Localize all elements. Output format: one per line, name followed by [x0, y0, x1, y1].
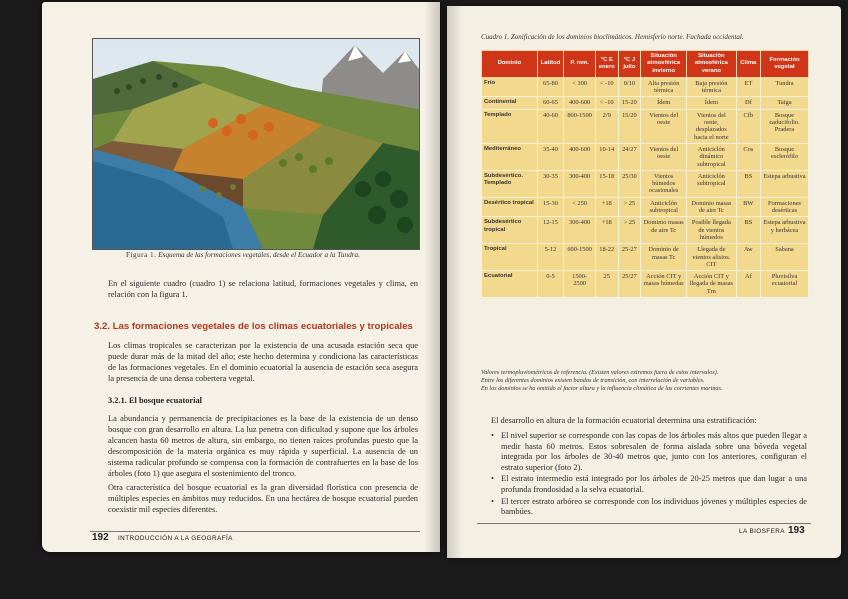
- vegetation-illustration-svg: [93, 39, 419, 249]
- stratification-paragraph: El desarrollo en altura de la formación ecuatorial determina una estratificación:: [491, 416, 757, 425]
- table-cell: 15-20: [618, 97, 641, 109]
- table-row: [482, 77, 809, 97]
- table-note: Valores termopluviométricos de referencia. (Existen valores extremos fuera de estos intervalos).: [481, 369, 719, 376]
- table-cell: 0/10: [618, 77, 641, 97]
- table-cell: Ídem: [641, 97, 687, 109]
- table-cell: Vientos del oeste: [641, 143, 687, 170]
- table-cell: Bosque esclerófilo: [761, 143, 809, 170]
- table-header-row: [482, 51, 809, 78]
- table-cell: 65-80: [537, 77, 564, 97]
- table-cell: < 300: [564, 77, 596, 97]
- table-cell: Af: [736, 271, 760, 298]
- table-header: °C E enero: [595, 51, 618, 78]
- intro-paragraph: En el siguiente cuadro (cuadro 1) se relaciona latitud, formaciones vegetales y clima, en relación con la figura 1.: [108, 279, 418, 299]
- table-note: Entre los diferentes dominios existen bandas de transición, con interrelación de variables.: [481, 377, 705, 384]
- table-cell: Vientos del oeste, desplazados hacia el norte: [687, 109, 737, 143]
- footer-rule: [477, 523, 811, 524]
- table-cell-domain: Frío: [482, 77, 538, 97]
- table-cell: Acción CIT y llegada de masas Tm: [687, 271, 737, 298]
- table-cell: Baja presión térmica: [687, 77, 737, 97]
- table-header: Dominio: [482, 51, 538, 78]
- table-cell: Anticiclón subtropical: [687, 170, 737, 197]
- table-cell: Df: [736, 97, 760, 109]
- table-cell: 35-40: [537, 143, 564, 170]
- table-cell: 2/9: [595, 109, 618, 143]
- table-cell: Taiga: [761, 97, 809, 109]
- table-cell: 25-27: [618, 244, 641, 271]
- figure-caption: [126, 251, 426, 259]
- table-cell: > 25: [618, 217, 641, 244]
- left-page: [42, 2, 440, 552]
- table-row: [482, 197, 809, 217]
- table-body: [482, 77, 809, 297]
- table-cell: Anticiclón subtropical: [641, 197, 687, 217]
- table-cell: 400-600: [564, 143, 596, 170]
- table-row: [482, 217, 809, 244]
- table-cell: Tundra: [761, 77, 809, 97]
- table-cell: Alta presión térmica: [641, 77, 687, 97]
- table-cell: 24/27: [618, 143, 641, 170]
- table-cell: 60-65: [537, 97, 564, 109]
- table-cell: < -10: [595, 77, 618, 97]
- table-row: [482, 271, 809, 298]
- table-cell: 10-14: [595, 143, 618, 170]
- right-page: [447, 6, 841, 558]
- table-header: °C J julio: [618, 51, 641, 78]
- table-cell: Vientos del oeste: [641, 109, 687, 143]
- table-cell: Dominio masas de aire Tc: [687, 197, 737, 217]
- page-number-left: 192: [92, 532, 109, 543]
- table-cell: Ídem: [687, 97, 737, 109]
- table-cell: 25/30: [618, 170, 641, 197]
- table-cell: +18: [595, 197, 618, 217]
- table-cell: BS: [736, 217, 760, 244]
- spine-shadow: [447, 6, 463, 558]
- table-cell-domain: Subdesértico tropical: [482, 217, 538, 244]
- table-cell: Estepa arbustiva y herbácea: [761, 217, 809, 244]
- table-cell: BW: [736, 197, 760, 217]
- table-cell: Vientos húmedos ocasionales: [641, 170, 687, 197]
- table-cell: < 250: [564, 197, 596, 217]
- table-row: [482, 244, 809, 271]
- table-cell: Bosque caducifolio. Pradera: [761, 109, 809, 143]
- table-cell: > 25: [618, 197, 641, 217]
- table-cell: Llegada de vientos alisios. CIT: [687, 244, 737, 271]
- table-title: Cuadro 1. Zonificación de los dominios bioclimáticos. Hemisferio norte. Fachada occidental.: [481, 33, 744, 41]
- vegetation-zones-illustration: [92, 38, 420, 250]
- table-cell: 30-35: [537, 170, 564, 197]
- table-cell: Dominio de masas Tc: [641, 244, 687, 271]
- table-header: Formación vegetal: [761, 51, 809, 78]
- list-item: • El tercer estrato arbóreo se corresponde con los individuos jóvenes y múltiples especies de bambúes.: [491, 497, 807, 518]
- table-cell-domain: Mediterráneo: [482, 143, 538, 170]
- table-cell: Cfb: [736, 109, 760, 143]
- table-header: Latitud: [537, 51, 564, 78]
- table-cell: ET: [736, 77, 760, 97]
- footer-rule: [90, 531, 420, 532]
- table-cell: 400-600: [564, 97, 596, 109]
- table-header: Situación atmosférica verano: [687, 51, 737, 78]
- figure-caption-text: Esquema de las formaciones vegetales, desde el Ecuador a la Tundra.: [158, 251, 360, 259]
- list-item: • El nivel superior se corresponde con las copas de los árboles más altos que pueden llegar a medir hasta 60 metros. Estos sobresalen de forma aislada sobre una bóveda vegetal integrada por los árboles de 30-40 metros que, junto con los anteriores, configuran el estrato superior (foto 2).: [491, 431, 807, 473]
- table-header: Clima: [736, 51, 760, 78]
- list-item: • El estrato intermedio está integrado por los árboles de 20-25 metros que dan lugar a una profunda frondosidad a la selva ecuatorial.: [491, 474, 807, 495]
- stratification-list: [491, 431, 807, 519]
- bioclimatic-domains-table: [481, 50, 809, 298]
- table-cell: Aw: [736, 244, 760, 271]
- table-cell: Pluvisilva ecuatorial: [761, 271, 809, 298]
- table-cell: 25: [595, 271, 618, 298]
- subsection-title: 3.2.1. El bosque ecuatorial: [108, 396, 202, 405]
- table-note: En los dominios se ha omitido el factor altura y la influencia climática de las corrientes marinas.: [481, 385, 723, 392]
- table-cell: 800-1500: [564, 109, 596, 143]
- table-cell: 15-18: [595, 170, 618, 197]
- table-row: [482, 170, 809, 197]
- table-cell-domain: Desértico tropical: [482, 197, 538, 217]
- table-cell: 5-12: [537, 244, 564, 271]
- table-cell: +18: [595, 217, 618, 244]
- table-row: [482, 143, 809, 170]
- table-cell: Dominio masas de aire Tc: [641, 217, 687, 244]
- table-cell-domain: Tropical: [482, 244, 538, 271]
- table-cell: Estepa arbustiva: [761, 170, 809, 197]
- table-cell: Anticiclón dinámico subtropical: [687, 143, 737, 170]
- footer-title-left: INTRODUCCIÓN A LA GEOGRAFÍA: [118, 535, 233, 542]
- table-row: [482, 97, 809, 109]
- table-cell-domain: Templado: [482, 109, 538, 143]
- table-cell: 25/27: [618, 271, 641, 298]
- table-cell: 600-1500: [564, 244, 596, 271]
- table-cell: 0-5: [537, 271, 564, 298]
- table-cell: 300-400: [564, 217, 596, 244]
- subsection-paragraph-1: La abundancia y permanencia de precipitaciones es la base de la existencia de un denso bosque con gran desarrollo en altura. La luz penetra con dificultad y supone que los árboles alcancen hasta 60 metros de altura, sin embargo, no tienen raíces profundas puesto que la descomposición de la materia orgánica es muy rápida y superficial. La ausencia de un sistema radicular profundo se compensa con la formación de contrafuertes en la base de los árboles (foto 1) que asegura el sostenimiento del tronco.: [108, 414, 418, 478]
- table-cell: Cos: [736, 143, 760, 170]
- table-cell-domain: Ecuatorial: [482, 271, 538, 298]
- page-number-right: 193: [788, 525, 805, 536]
- section-title: 3.2. Las formaciones vegetales de los climas ecuatoriales y tropicales: [94, 321, 413, 332]
- table-cell: Acción CIT y masas húmedas: [641, 271, 687, 298]
- figure-caption-label: Figura 1.: [126, 251, 157, 259]
- table-cell: 300-400: [564, 170, 596, 197]
- section-paragraph: Los climas tropicales se caracterizan por la existencia de una acusada estación seca que puede durar más de la mitad del año; este hecho determina y condiciona las características de las formaciones vegetales. En el dominio ecuatorial la ausencia de estación seca asegura la presencia de una densa cobertera vegetal.: [108, 341, 418, 383]
- table-cell: 15/20: [618, 109, 641, 143]
- table-header: P. mm.: [564, 51, 596, 78]
- table-cell: Posible llegada de vientos húmedos: [687, 217, 737, 244]
- table-cell: BS: [736, 170, 760, 197]
- table-cell: Sabana: [761, 244, 809, 271]
- table-notes: [481, 369, 821, 393]
- table-cell: 15-30: [537, 197, 564, 217]
- table-cell: Formaciones desérticas: [761, 197, 809, 217]
- table-header: Situación atmosférica invierno: [641, 51, 687, 78]
- table-cell-domain: Continental: [482, 97, 538, 109]
- subsection-paragraph-2: Otra característica del bosque ecuatorial es la gran diversidad florística con presencia de múltiples especies en ámbitos muy reducidos. En una hectárea de bosque ecuatorial pueden coexistir mil especies diferentes.: [108, 483, 418, 514]
- table-cell: 40-60: [537, 109, 564, 143]
- footer-title-right: LA BIOSFERA: [739, 528, 785, 535]
- table-cell: 1500-2500: [564, 271, 596, 298]
- spine-shadow: [424, 2, 440, 552]
- table-cell: < -10: [595, 97, 618, 109]
- table-row: [482, 109, 809, 143]
- table-cell-domain: Subdesértico. Templado: [482, 170, 538, 197]
- table-cell: 12-15: [537, 217, 564, 244]
- table-cell: 18-22: [595, 244, 618, 271]
